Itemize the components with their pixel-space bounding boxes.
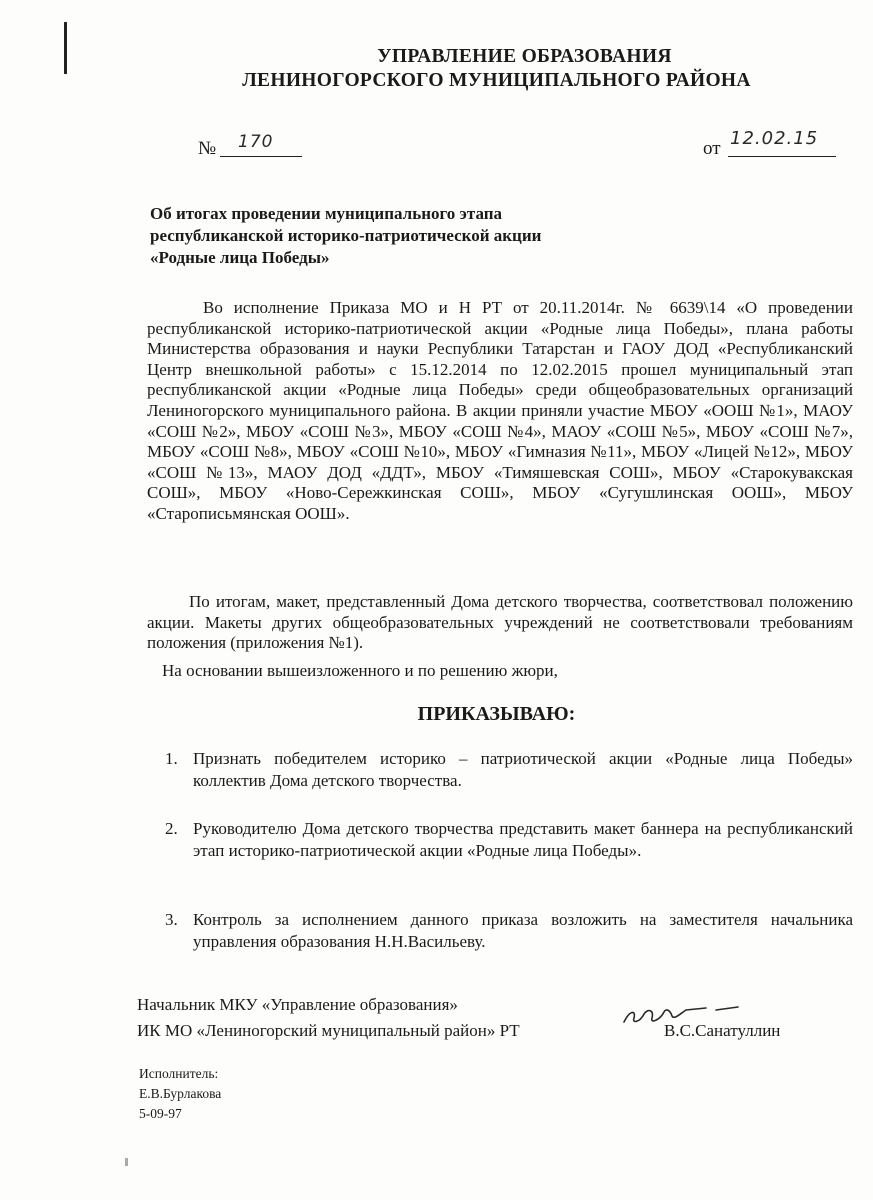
order-date-field (728, 128, 836, 157)
order-item-2-text: Руководителю Дома детского творчества представить макет баннера на республиканский этап историко-патриотической акции «Родные лица Победы». (193, 819, 853, 860)
header-line-1: УПРАВЛЕНИЕ ОБРАЗОВАНИЯ (377, 46, 672, 67)
document-subject (150, 203, 541, 269)
subject-line-3: «Родные лица Победы» (150, 248, 330, 267)
order-item-3-text: Контроль за исполнением данного приказа возложить на заместителя начальника управления образования Н.Н.Васильеву. (193, 910, 853, 951)
order-item-2-number: 2. (165, 819, 178, 838)
body-paragraph-1: Во исполнение Приказа МО и Н РТ от 20.11.2014г. № 6639\14 «О проведении республиканской историко-патриотической акции «Родные лица Победы», плана работы Министерства образования и науки Республики Татарстан и ГАОУ ДОД «Республиканский Центр внешкольной работы» с 15.12.2014 по 12.02.2015 прошел муниципальный этап республиканской акции «Родные лица Победы» среди общеобразовательных организаций Лениногорского муниципального района. В акции приняли участие МБОУ «ООШ №1», МАОУ «СОШ №2», МБОУ «СОШ №3», МБОУ «СОШ №4», МАОУ «СОШ №5», МБОУ «СОШ №7», МБОУ «СОШ №8», МБОУ «СОШ №10», МБОУ «Гимназия №11», МБОУ «Лицей №12», МБОУ «СОШ №13», МАОУ ДОД «ДДТ», МБОУ «Тимяшевская СОШ», МБОУ «Старокувакская СОШ», МБОУ «Ново-Сережкинская СОШ», МБОУ «Сугушлинская ООШ», МБОУ «Старописьмянская ООШ». (147, 298, 853, 523)
order-item-3 (165, 909, 853, 953)
order-number-label: № (198, 138, 217, 159)
order-item-3-number: 3. (165, 910, 178, 929)
order-date-label: от (703, 138, 721, 159)
signatory-name: В.С.Санатуллин (664, 1021, 781, 1040)
order-date-value: 12.02.15 (730, 128, 819, 149)
order-number-value: 170 (238, 132, 274, 152)
order-item-2 (165, 818, 853, 862)
order-heading: ПРИКАЗЫВАЮ: (417, 703, 576, 725)
order-number-field (220, 134, 302, 157)
order-item-1 (165, 748, 853, 792)
subject-line-2: республиканской историко-патриотической акции (150, 226, 542, 245)
executor-phone: 5-09-97 (139, 1106, 182, 1121)
body-paragraph-2: По итогам, макет, представленный Дома детского творчества, соответствовал положению акции. Макеты других общеобразовательных учреждений не соответствовали требованиям положения (приложения №1). (147, 592, 853, 653)
scan-speck (125, 1158, 128, 1166)
executor-name: Е.В.Бурлакова (139, 1086, 222, 1101)
subject-line-1: Об итогах проведении муниципального этапа (150, 204, 503, 223)
signatory-position-line-1: Начальник МКУ «Управление образования» (137, 995, 458, 1014)
header-line-2: ЛЕНИНОГОРСКОГО МУНИЦИПАЛЬНОГО РАЙОНА (242, 70, 751, 91)
order-item-1-number: 1. (165, 749, 178, 768)
executor-label: Исполнитель: (139, 1066, 219, 1081)
signatory-position-line-2: ИК МО «Лениногорский муниципальный район» РТ (137, 1021, 520, 1040)
body-paragraph-3: На основании вышеизложенного и по решению жюри, (162, 661, 558, 680)
margin-mark (64, 22, 67, 74)
order-item-1-text: Признать победителем историко – патриотической акции «Родные лица Победы» коллектив Дома детского творчества. (193, 749, 853, 790)
